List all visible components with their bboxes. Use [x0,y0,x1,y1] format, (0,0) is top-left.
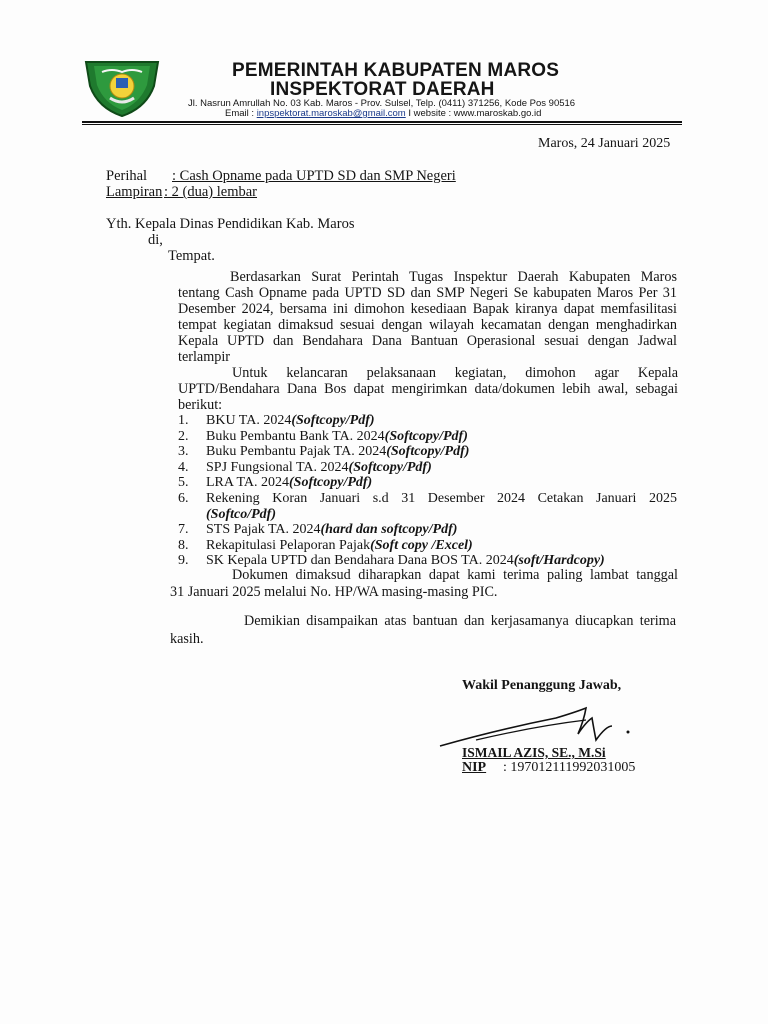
list-format: (Soft copy /Excel) [370,537,473,553]
addressee-di: di, [148,232,163,248]
closing-line: Demikian disampaikan atas bantuan dan kerjasamanya diucapkan terima [244,613,676,629]
lampiran-label: Lampiran [106,184,163,200]
paragraph1-last: terlampir [178,349,230,365]
list-number: 5. [178,475,189,491]
list-item [178,413,678,429]
paragraph1-line: Desember 2024, bersama ini dimohon kesediaan Bapak kiranya dapat memfasilitasi [178,301,677,317]
list-format: (Softcopy/Pdf) [384,428,468,444]
list-format: (soft/Hardcopy) [513,553,605,569]
paragraph2-line: Untuk kelancaran pelaksanaan kegiatan, dimohon agar Kepala [232,365,678,381]
list-number: 4. [178,459,189,475]
nip-value: : 197012111992031005 [503,760,636,775]
organization-name: PEMERINTAH KABUPATEN MAROS [232,60,560,81]
paragraph2-line: UPTD/Bendahara Dana Bos dapat mengirimkan data/dokumen lebih awal, sebagai [178,381,678,397]
addressee-tempat: Tempat. [168,248,215,264]
list-number: 6. [178,490,189,506]
paragraph3-line: Dokumen dimaksud diharapkan dapat kami terima paling lambat tanggal [232,567,678,583]
perihal-value: : Cash Opname pada UPTD SD dan SMP Negeri [172,168,456,184]
nip-label: NIP [462,760,487,775]
document-list [178,413,678,569]
list-text: Buku Pembantu Pajak TA. 2024 [206,444,387,460]
list-text: SK Kepala UPTD dan Bendahara Dana BOS TA. 2024 [206,553,514,569]
list-number: 8. [178,537,189,553]
signatory-name: ISMAIL AZIS, SE., M.Si [462,745,606,760]
letterhead-rule-thin [82,124,682,125]
list-format: (Softco/Pdf) [206,506,276,522]
list-number: 9. [178,553,189,569]
website-text: I website : www.maroskab.go.id [408,108,542,119]
closing-last: kasih. [170,631,204,647]
paragraph1-line: Kepala UPTD dan Bendahara Dana Bantuan Operasional sesuai dengan Jadwal [178,333,677,349]
list-number: 3. [178,444,189,460]
letterhead-rule-thick [82,121,682,123]
letter-date: Maros, 24 Januari 2025 [538,136,671,151]
list-text: BKU TA. 2024 [206,413,292,428]
department-name: INSPEKTORAT DAERAH [270,79,495,100]
list-format: (Softcopy/Pdf) [386,444,470,460]
list-format: (Softcopy/Pdf) [348,459,432,475]
list-item [178,475,678,491]
list-item [178,538,678,554]
list-text: Rekapitulasi Pelaporan Pajak [206,537,371,553]
email-link[interactable]: inpspektorat.maroskab@gmail.com [256,108,406,119]
kabupaten-maros-crest-icon [82,56,162,118]
list-text: STS Pajak TA. 2024 [206,522,321,538]
list-format: (Softcopy/Pdf) [289,475,373,491]
list-text: Buku Pembantu Bank TA. 2024 [206,428,385,444]
paragraph1-line: tentang Cash Opname pada UPTD SD dan SMP Negeri Se kabupaten Maros Per 31 [178,285,677,301]
paragraph2-last: berikut: [178,397,223,413]
list-text: LRA TA. 2024 [206,475,290,491]
list-item [178,460,678,476]
list-item [178,491,678,507]
list-item [178,444,678,460]
list-number: 2. [178,428,189,444]
list-item-continuation [178,507,678,523]
list-number: 7. [178,522,189,538]
perihal-label: Perihal [106,168,148,184]
letterhead-contact [225,108,541,119]
list-text: Rekening Koran Januari s.d 31 Desember 2024 Cetakan Januari 2025 [206,490,677,506]
email-label: Email : [225,108,255,119]
list-item [178,429,678,445]
signature-title: Wakil Penanggung Jawab, [462,678,622,693]
list-format: (Softcopy/Pdf) [291,413,375,428]
list-item [178,522,678,538]
addressee-line: Yth. Kepala Dinas Pendidikan Kab. Maros [106,216,355,232]
lampiran-value: : 2 (dua) lembar [164,184,258,200]
paragraph1-line: Berdasarkan Surat Perintah Tugas Inspektur Daerah Kabupaten Maros [230,269,677,285]
paragraph3-line: 31 Januari 2025 melalui No. HP/WA masing-masing PIC. [170,584,498,600]
list-text: SPJ Fungsional TA. 2024 [206,459,349,475]
letterhead-address: Jl. Nasrun Amrullah No. 03 Kab. Maros - Prov. Sulsel, Telp. (0411) 371256, Kode Pos 90516 [188,98,576,109]
paragraph1-line: tempat kegiatan dimaksud sesuai dengan wilayah kecamatan dengan menghadirkan [178,317,677,333]
list-format: (hard dan softcopy/Pdf) [320,522,458,538]
list-number: 1. [178,413,189,428]
